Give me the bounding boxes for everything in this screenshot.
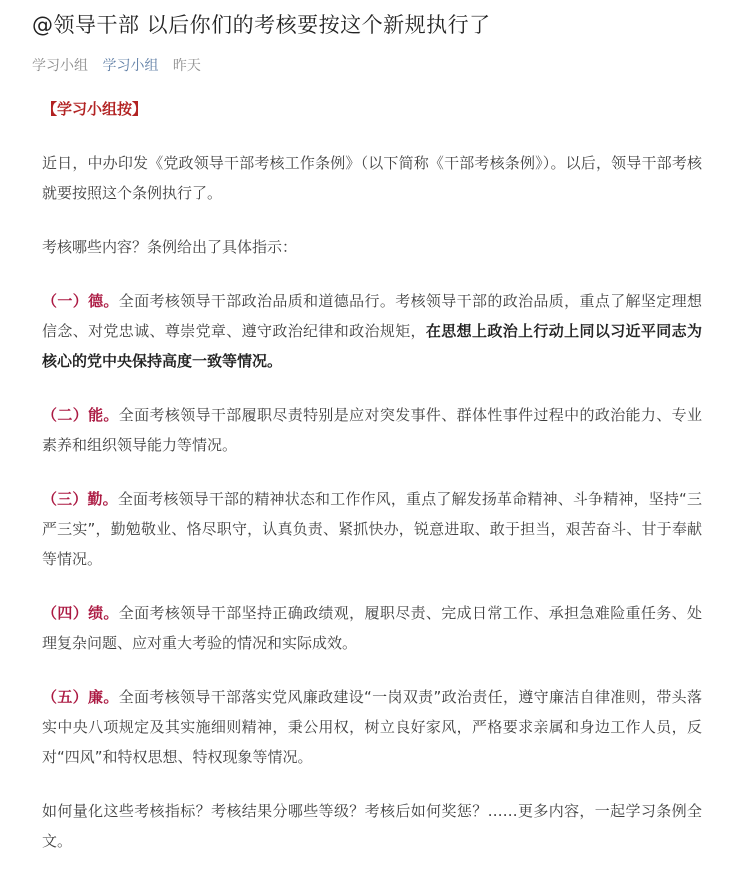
section-bold-text-de: 在思想上政治上行动上同以习近平同志为核心的党中央保持高度一致等情况。 <box>42 322 702 370</box>
section-heading-neng: （二）能。 <box>42 406 119 424</box>
section-text-neng: 全面考核领导干部履职尽责特别是应对突发事件、群体性事件过程中的政治能力、专业素养和组织领导能力等情况。 <box>42 406 702 454</box>
section-heading-de: （一）德。 <box>42 292 119 310</box>
section-text-de: 全面考核领导干部政治品质和道德品行。考核领导干部的政治品质，重点了解坚定理想信念、对党忠诚、尊崇党章、遵守政治纪律和政治规矩， <box>42 292 702 340</box>
intro-paragraph: 近日，中办印发《党政领导干部考核工作条例》（以下简称《干部考核条例》）。以后，领导干部考核就要按照这个条例执行了。 <box>42 154 702 202</box>
editor-note-tag: 【学习小组按】 <box>42 100 148 118</box>
section-paragraph-qin <box>42 484 702 574</box>
article-title: @领导干部 以后你们的考核要按这个新规执行了 <box>32 13 491 37</box>
section-text-qin: 全面考核领导干部的精神状态和工作作风，重点了解发扬革命精神、斗争精神，坚持“三严三实”，勤勉敬业、恪尽职守，认真负责、紧抓快办，锐意进取、敢于担当，艰苦奋斗、甘于奉献等情况。 <box>42 490 702 568</box>
section-heading-lian: （五）廉。 <box>42 688 119 706</box>
section-paragraph-lian <box>42 682 702 772</box>
article-meta <box>32 56 708 76</box>
article-source: 学习小组 <box>32 58 88 74</box>
editor-note-tag-line <box>42 94 702 124</box>
section-text-lian: 全面考核领导干部落实党风廉政建设“一岗双责”政治责任，遵守廉洁自律准则，带头落实中央八项规定及其实施细则精神，秉公用权，树立良好家风，严格要求亲属和身边工作人员，反对“四风”和特权思想、特权现象等情况。 <box>42 688 702 766</box>
section-heading-qin: （三）勤。 <box>42 490 118 508</box>
section-heading-ji: （四）绩。 <box>42 604 119 622</box>
question-paragraph: 考核哪些内容？条例给出了具体指示： <box>42 238 298 256</box>
article-content <box>32 94 708 856</box>
account-link[interactable]: 学习小组 <box>102 58 159 74</box>
section-paragraph-de <box>42 286 702 376</box>
section-paragraph-neng <box>42 400 702 460</box>
publish-time: 昨天 <box>172 58 201 74</box>
closing-paragraph: 如何量化这些考核指标？考核结果分哪些等级？考核后如何奖惩？……更多内容，一起学习条例全文。 <box>42 802 702 850</box>
section-text-ji: 全面考核领导干部坚持正确政绩观，履职尽责、完成日常工作、承担急难险重任务、处理复杂问题、应对重大考验的情况和实际成效。 <box>42 604 702 652</box>
section-paragraph-ji <box>42 598 702 658</box>
